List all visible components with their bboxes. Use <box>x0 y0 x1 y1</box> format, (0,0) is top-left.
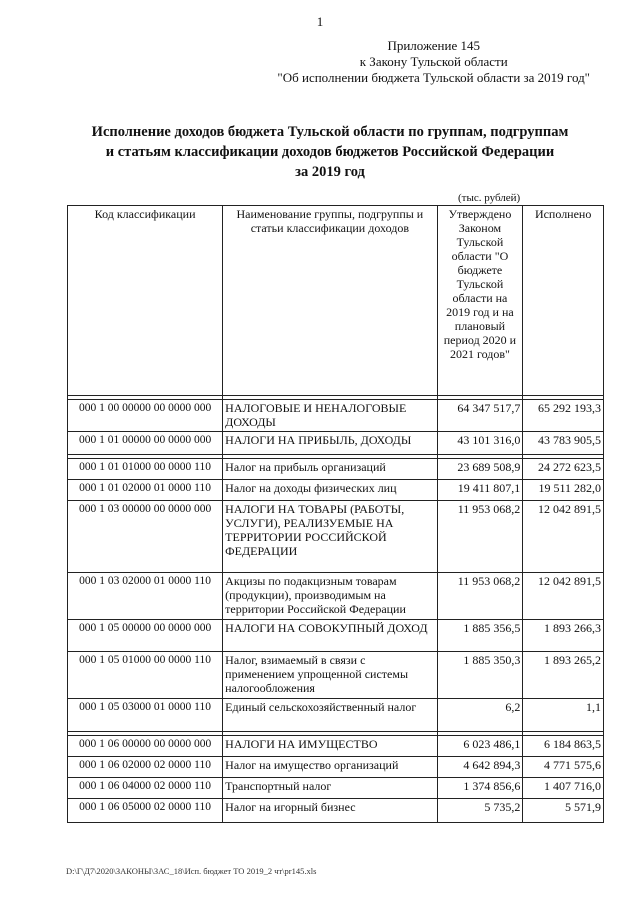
cell-approved: 11 953 068,2 <box>437 501 523 573</box>
cell-executed: 65 292 193,3 <box>523 400 604 432</box>
revenue-table <box>67 205 604 823</box>
appendix-line: Приложение 145 <box>387 38 480 53</box>
header-approved: Утверждено Законом Тульской области "О бюджете Тульской области на 2019 год и на плановый период 2020 и 2021 годов" <box>437 206 523 396</box>
cell-executed: 1 893 265,2 <box>523 652 604 699</box>
appendix-line: к Закону Тульской области <box>359 54 508 69</box>
cell-name: Транспортный налог <box>223 778 437 799</box>
cell-approved: 6,2 <box>437 699 523 732</box>
cell-code: 000 1 05 00000 00 0000 000 <box>68 620 223 652</box>
cell-executed: 1 893 266,3 <box>523 620 604 652</box>
cell-executed: 19 511 282,0 <box>523 480 604 501</box>
cell-code: 000 1 05 03000 01 0000 110 <box>68 699 223 732</box>
cell-approved: 5 735,2 <box>437 799 523 823</box>
table-body <box>68 400 604 823</box>
table-row <box>68 799 604 823</box>
document-title <box>60 122 600 182</box>
table-row <box>68 459 604 480</box>
cell-code: 000 1 00 00000 00 0000 000 <box>68 400 223 432</box>
header-executed: Исполнено <box>523 206 604 396</box>
units-label: (тыс. рублей) <box>458 192 521 204</box>
cell-approved: 1 885 356,5 <box>437 620 523 652</box>
appendix-note <box>277 38 590 86</box>
title-line: Исполнение доходов бюджета Тульской области по группам, подгруппам <box>91 124 569 140</box>
cell-approved: 1 885 350,3 <box>437 652 523 699</box>
cell-executed: 12 042 891,5 <box>523 573 604 620</box>
table-row <box>68 778 604 799</box>
cell-code: 000 1 06 05000 02 0000 110 <box>68 799 223 823</box>
cell-executed: 5 571,9 <box>523 799 604 823</box>
cell-name: Налог на игорный бизнес <box>223 799 437 823</box>
cell-name: НАЛОГИ НА СОВОКУПНЫЙ ДОХОД <box>223 620 437 652</box>
cell-approved: 6 023 486,1 <box>437 736 523 757</box>
cell-approved: 4 642 894,3 <box>437 757 523 778</box>
cell-approved: 64 347 517,7 <box>437 400 523 432</box>
cell-code: 000 1 03 02000 01 0000 110 <box>68 573 223 620</box>
title-line: и статьям классификации доходов бюджетов Российской Федерации <box>105 144 555 160</box>
table-row <box>68 573 604 620</box>
table-row <box>68 432 604 455</box>
cell-name: Налог на прибыль организаций <box>223 459 437 480</box>
appendix-line: "Об исполнении бюджета Тульской области за 2019 год" <box>277 70 590 85</box>
table-row <box>68 400 604 432</box>
cell-name: Единый сельскохозяйственный налог <box>223 699 437 732</box>
cell-executed: 12 042 891,5 <box>523 501 604 573</box>
cell-approved: 19 411 807,1 <box>437 480 523 501</box>
cell-executed: 6 184 863,5 <box>523 736 604 757</box>
cell-name: НАЛОГИ НА ИМУЩЕСТВО <box>223 736 437 757</box>
header-code: Код классификации <box>68 206 223 396</box>
cell-code: 000 1 03 00000 00 0000 000 <box>68 501 223 573</box>
cell-name: Акцизы по подакцизным товарам (продукции), производимым на территории Российской Федерации <box>223 573 437 620</box>
table-row <box>68 652 604 699</box>
cell-code: 000 1 05 01000 00 0000 110 <box>68 652 223 699</box>
cell-executed: 24 272 623,5 <box>523 459 604 480</box>
table-row <box>68 757 604 778</box>
cell-code: 000 1 06 00000 00 0000 000 <box>68 736 223 757</box>
cell-code: 000 1 06 02000 02 0000 110 <box>68 757 223 778</box>
cell-executed: 43 783 905,5 <box>523 432 604 455</box>
title-line: за 2019 год <box>295 164 365 180</box>
cell-name: НАЛОГИ НА ТОВАРЫ (РАБОТЫ, УСЛУГИ), РЕАЛИЗУЕМЫЕ НА ТЕРРИТОРИИ РОССИЙСКОЙ ФЕДЕРАЦИИ <box>223 501 437 573</box>
cell-name: Налог, взимаемый в связи с применением упрощенной системы налогообложения <box>223 652 437 699</box>
cell-name: Налог на доходы физических лиц <box>223 480 437 501</box>
cell-executed: 1 407 716,0 <box>523 778 604 799</box>
page-number: 1 <box>316 14 324 29</box>
table-row <box>68 699 604 732</box>
cell-code: 000 1 01 00000 00 0000 000 <box>68 432 223 455</box>
cell-code: 000 1 06 04000 02 0000 110 <box>68 778 223 799</box>
cell-approved: 1 374 856,6 <box>437 778 523 799</box>
cell-approved: 11 953 068,2 <box>437 573 523 620</box>
cell-code: 000 1 01 02000 01 0000 110 <box>68 480 223 501</box>
header-name: Наименование группы, подгруппы и статьи классификации доходов <box>223 206 437 396</box>
table-row <box>68 480 604 501</box>
table-header-row <box>68 206 604 396</box>
table-row <box>68 736 604 757</box>
cell-code: 000 1 01 01000 00 0000 110 <box>68 459 223 480</box>
cell-executed: 1,1 <box>523 699 604 732</box>
cell-name: Налог на имущество организаций <box>223 757 437 778</box>
cell-approved: 23 689 508,9 <box>437 459 523 480</box>
cell-executed: 4 771 575,6 <box>523 757 604 778</box>
cell-name: НАЛОГИ НА ПРИБЫЛЬ, ДОХОДЫ <box>223 432 437 455</box>
cell-approved: 43 101 316,0 <box>437 432 523 455</box>
cell-name: НАЛОГОВЫЕ И НЕНАЛОГОВЫЕ ДОХОДЫ <box>223 400 437 432</box>
table-row <box>68 501 604 573</box>
table-row <box>68 620 604 652</box>
file-path-footer: D:\Г\Д7\2020\ЗАКОНЫ\ЗАС_18\Исп. бюджет ТО 2019_2 чт\pr145.xls <box>66 866 317 876</box>
